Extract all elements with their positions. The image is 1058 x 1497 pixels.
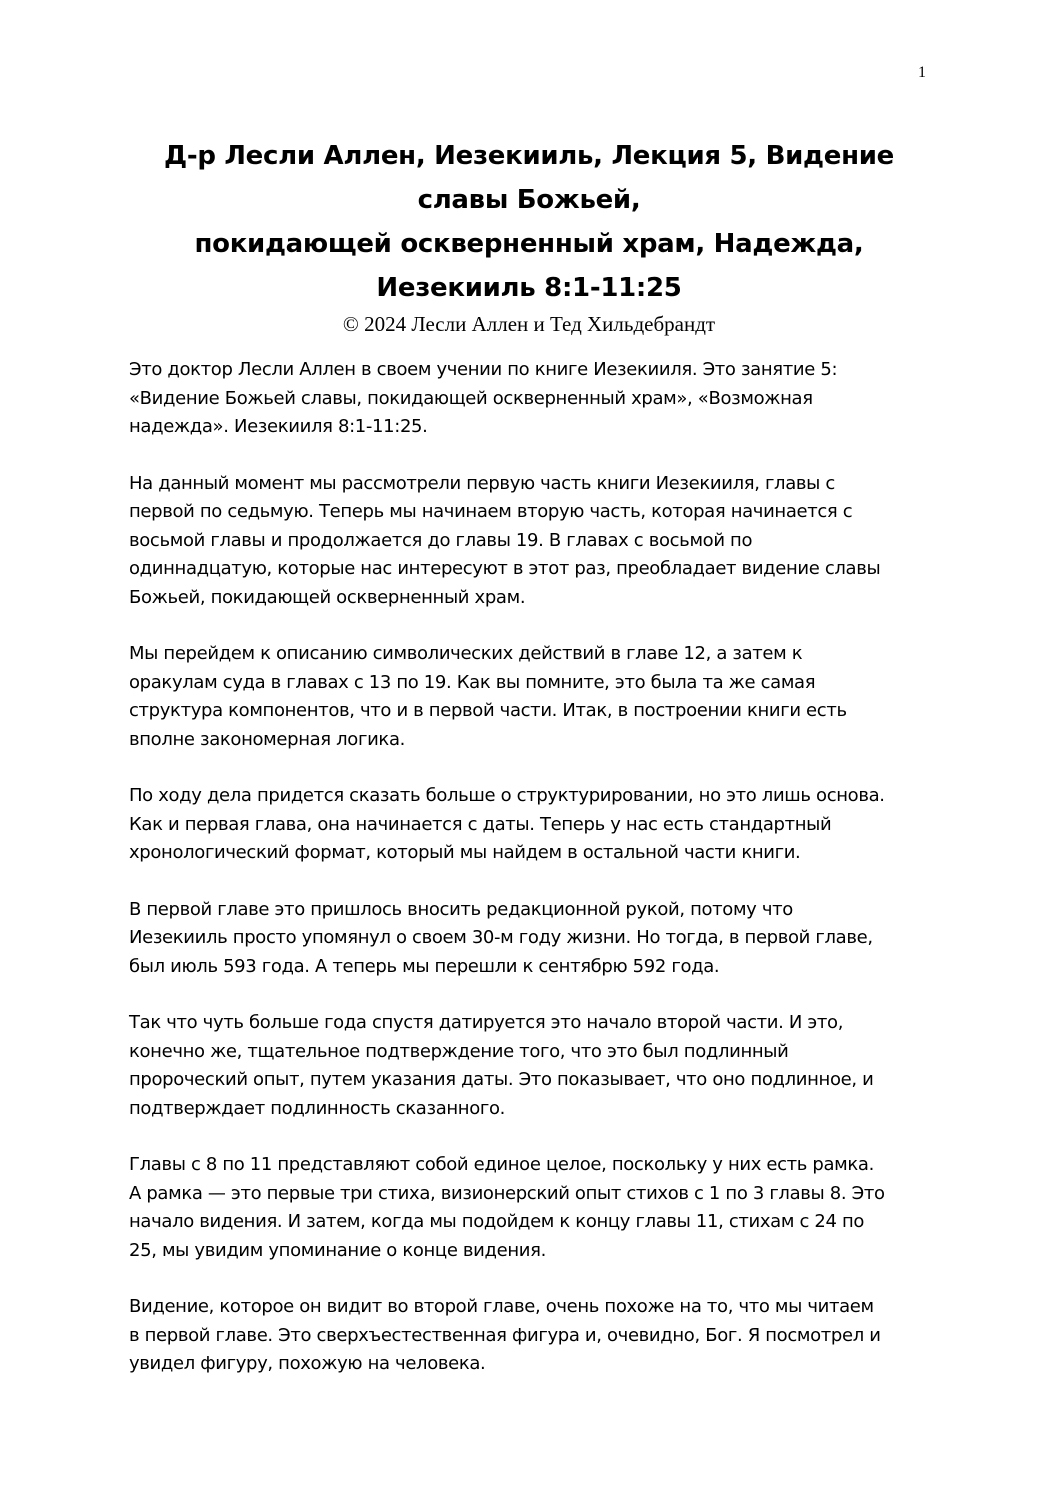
text-line: Как и первая глава, она начинается с даты. Теперь у нас есть стандартный — [129, 813, 832, 835]
paragraph — [129, 1009, 939, 1123]
body-text — [129, 356, 939, 1407]
text-line: А рамка — это первые три стиха, визионерский опыт стихов с 1 по 3 главы 8. Это — [129, 1182, 885, 1204]
text-line: надежда». Иезекииля 8:1-11:25. — [129, 416, 428, 437]
text-line: увидел фигуру, похожую на человека. — [129, 1353, 486, 1374]
text-line: вполне закономерная логика. — [129, 728, 406, 750]
paragraph — [129, 782, 939, 868]
paragraph — [129, 470, 939, 613]
text-line: По ходу дела придется сказать больше о структурировании, но это лишь основа. — [129, 785, 885, 806]
text-line: Мы перейдем к описанию символических действий в главе 12, а затем к — [129, 643, 803, 664]
text-line: 25, мы увидим упоминание о конце видения. — [129, 1239, 546, 1261]
text-line: «Видение Божьей славы, покидающей оскверненный храм», «Возможная — [129, 387, 813, 409]
text-line: Видение, которое он видит во второй главе, очень похоже на то, что мы читаем — [129, 1296, 874, 1317]
page-number: 1 — [918, 64, 926, 81]
text-line: пророческий опыт, путем указания даты. Это показывает, что оно подлинное, и — [129, 1069, 874, 1090]
title-block — [100, 134, 958, 337]
text-line: Так что чуть больше года спустя датируется это начало второй части. И это, — [129, 1012, 844, 1033]
text-line: Это доктор Лесли Аллен в своем учении по книге Иезекииля. Это занятие 5: — [129, 359, 838, 380]
text-line: Главы с 8 по 11 представляют собой единое целое, поскольку у них есть рамка. — [129, 1154, 874, 1175]
text-line: Иезекииль просто упомянул о своем 30-м году жизни. Но тогда, в первой главе, — [129, 927, 873, 948]
text-line: оракулам суда в главах с 13 по 19. Как вы помните, это была та же самая — [129, 671, 816, 693]
title-line: Д-р Лесли Аллен, Иезекииль, Лекция 5, Видение — [163, 141, 895, 171]
paragraph — [129, 1151, 939, 1265]
text-line: структура компонентов, что и в первой части. Итак, в построении книги есть — [129, 700, 847, 721]
text-line: начало видения. И затем, когда мы подойдем к концу главы 11, стихам с 24 по — [129, 1211, 865, 1232]
text-line: был июль 593 года. А теперь мы перешли к сентябрю 592 года. — [129, 955, 720, 977]
copyright-notice: © 2024 Лесли Аллен и Тед Хильдебрандт — [342, 312, 716, 336]
text-line: конечно же, тщательное подтверждение того, что это был подлинный — [129, 1040, 789, 1062]
title-line: Иезекииль 8:1-11:25 — [376, 273, 682, 303]
text-line: Божьей, покидающей оскверненный храм. — [129, 586, 526, 608]
paragraph — [129, 640, 939, 754]
text-line: в первой главе. Это сверхъестественная фигура и, очевидно, Бог. Я посмотрел и — [129, 1324, 881, 1346]
text-line: одиннадцатую, которые нас интересуют в этот раз, преобладает видение славы — [129, 558, 881, 579]
paragraph — [129, 1293, 939, 1379]
title-line: славы Божьей, — [417, 185, 641, 215]
text-line: первой по седьмую. Теперь мы начинаем вторую часть, которая начинается с — [129, 501, 853, 522]
text-line: подтверждает подлинность сказанного. — [129, 1097, 506, 1119]
text-line: восьмой главы и продолжается до главы 19. В главах с восьмой по — [129, 529, 753, 551]
text-line: На данный момент мы рассмотрели первую часть книги Иезекииля, главы с — [129, 472, 835, 494]
title-line: покидающей оскверненный храм, Надежда, — [194, 229, 864, 259]
text-line: хронологический формат, который мы найдем в остальной части книги. — [129, 842, 801, 863]
paragraph — [129, 356, 939, 442]
paragraph — [129, 896, 939, 982]
text-line: В первой главе это пришлось вносить редакционной рукой, потому что — [129, 898, 793, 920]
